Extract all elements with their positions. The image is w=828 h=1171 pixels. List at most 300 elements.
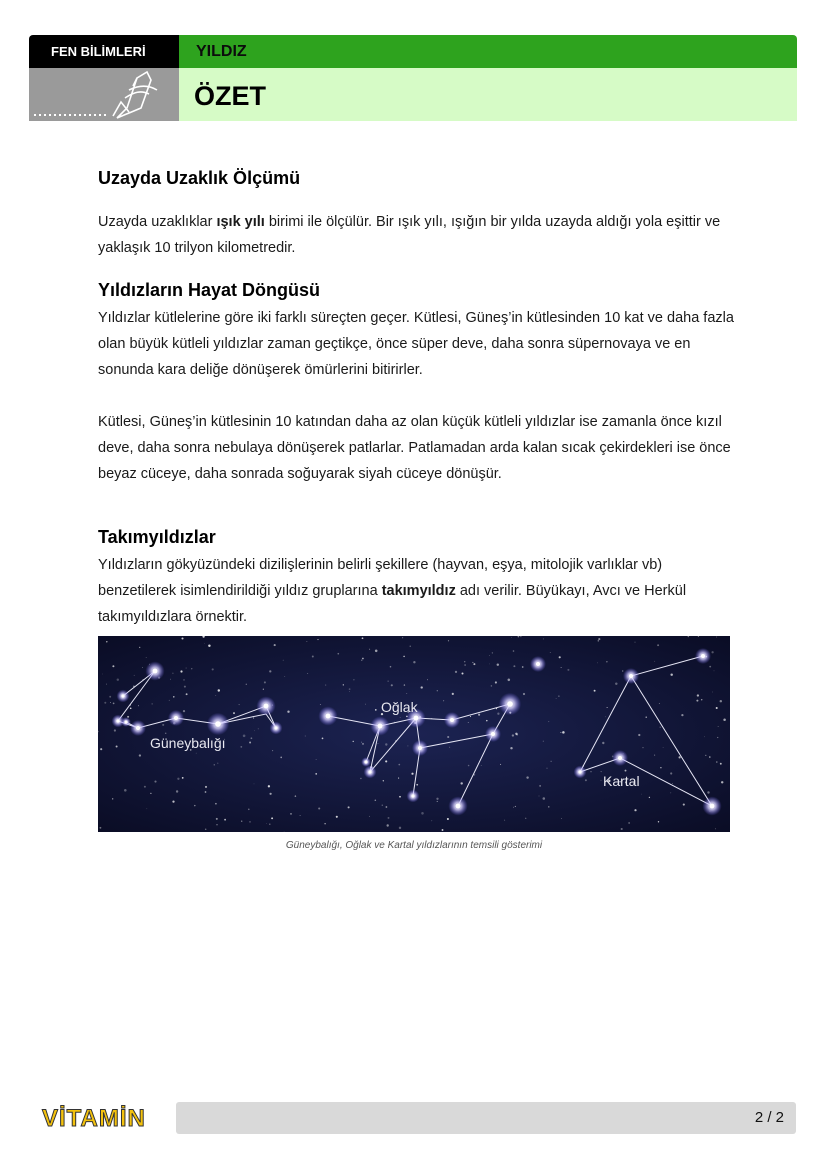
background-star [670,772,672,774]
sky-background [98,636,730,832]
background-star [315,773,317,775]
background-star [139,754,141,756]
background-star [165,733,166,734]
background-star [513,665,515,667]
background-star [515,806,516,807]
paragraph [98,209,738,261]
background-star [718,726,719,727]
background-star [504,820,505,821]
background-star [216,818,218,820]
background-star [638,734,640,736]
text: adı verilir. Büyükayı, Avcı ve Herkül takımyıldızlara örnektir. [98,583,687,625]
background-star [598,638,600,640]
background-star [312,656,314,658]
background-star [271,817,273,819]
background-star [205,791,207,793]
background-star [112,665,114,667]
background-star [348,806,350,808]
background-star [635,642,636,643]
background-star [464,664,466,666]
background-star [525,818,526,819]
background-star [183,679,185,681]
background-star [162,724,164,726]
vitamin-logo [40,1100,156,1134]
background-star [154,781,156,783]
background-star [447,736,449,738]
constellation-star-core [368,770,371,773]
background-star [307,641,308,642]
background-star [559,656,561,658]
paragraph: Kütlesi, Güneş’in kütlesinin 10 katından daha az olan küçük kütleli yıldızlar ise zamanla önce kızıl deve, daha sonra nebulaya dönüşerek patlarlar. Patlamadan arda kalan sıcak çekirdekleri ise önce beyaz cüceye, daha sonrada soğuyarak siyah cüceye dönüşür. [98,414,731,482]
section-distance [98,168,738,261]
background-star [561,667,562,668]
background-star [172,800,174,802]
background-star [421,686,423,688]
page-title: ÖZET [179,68,797,121]
background-star [550,652,551,653]
background-star [398,778,399,779]
background-star [369,649,370,650]
background-star [548,806,549,807]
background-star [709,666,711,668]
background-star [720,700,722,702]
background-star [295,795,297,797]
background-star [217,763,218,764]
background-star [375,709,377,711]
background-star [681,714,683,716]
background-star [410,646,411,647]
background-star [478,714,480,716]
background-star [473,663,475,665]
background-star [622,670,623,671]
background-star [404,684,405,685]
background-star [585,779,587,781]
background-star [513,807,514,808]
background-star [670,673,672,675]
background-star [191,668,192,669]
background-star [715,828,716,829]
background-star [316,759,317,760]
constellation-star-core [365,761,368,764]
background-star [325,685,326,686]
background-star [177,778,179,780]
background-star [437,690,438,691]
background-star [266,823,267,824]
background-star [526,776,528,778]
background-star [442,829,444,831]
background-star [362,658,364,660]
background-star [448,640,449,641]
background-star [701,699,702,700]
background-star [361,660,362,661]
bold-term: ışık yılı [216,214,265,230]
background-star [182,777,184,779]
background-star [516,734,518,736]
background-star [607,707,608,708]
background-star [390,666,392,668]
background-star [548,721,549,722]
background-star [186,693,188,695]
background-star [360,778,361,779]
background-star [343,684,344,685]
background-star [400,717,401,718]
background-star [714,670,715,671]
background-star [280,757,282,759]
background-star [523,693,525,695]
background-star [591,771,592,772]
background-star [539,796,540,797]
background-star [558,695,559,696]
background-star [114,729,116,731]
background-star [130,708,132,710]
constellation-star-core [629,674,633,678]
background-star [388,817,390,819]
background-star [218,689,220,691]
background-star [697,694,699,696]
background-star [142,667,143,668]
background-star [436,798,438,800]
background-star [194,805,195,806]
constellation-star-core [264,704,269,709]
background-star [447,818,449,820]
background-star [248,809,250,811]
background-star [253,717,254,718]
background-star [406,693,407,694]
background-star [113,703,115,705]
background-star [657,644,659,646]
background-star [391,684,393,686]
constellation-star-core [174,716,178,720]
background-star [449,747,450,748]
background-star [658,821,659,822]
background-star [138,705,139,706]
background-star [290,813,292,815]
background-star [172,673,173,674]
constellation-star-core [116,719,119,722]
background-star [705,755,706,756]
label-oglak: Oğlak [381,699,418,715]
background-star [216,824,217,825]
constellation-star-core [450,718,454,722]
background-star [251,737,253,739]
background-star [539,785,541,787]
background-star [196,753,197,754]
background-star [124,789,127,792]
background-star [461,672,463,674]
background-star [264,681,266,683]
background-star [324,823,325,824]
background-star [646,717,647,718]
background-star [721,781,723,783]
background-star [239,704,240,705]
background-star [369,816,370,817]
background-star [272,750,273,751]
background-star [489,655,490,656]
background-star [679,756,681,758]
background-star [243,735,246,738]
background-star [387,824,389,826]
background-star [659,703,660,704]
background-star [249,742,251,744]
background-star [625,770,627,772]
background-star [464,661,465,662]
background-star [215,803,217,805]
section-lifecycle [98,280,738,487]
background-star [561,818,562,819]
background-star [263,689,264,690]
background-star [186,668,187,669]
bold-term: takımyıldız [381,583,456,599]
constellation-star-core [710,804,715,809]
background-star [320,704,321,705]
background-star [712,692,713,693]
background-star [169,700,170,701]
background-star [208,645,210,647]
background-star [634,809,636,811]
background-star [660,767,661,768]
background-star [284,676,285,677]
background-star [470,716,471,717]
background-star [110,702,111,703]
section-constellations [98,527,738,630]
background-star [109,696,111,698]
background-star [491,685,493,687]
background-star [716,761,718,763]
background-star [567,669,569,671]
constellation-star-core [414,716,419,721]
background-star [176,790,178,792]
background-star [543,638,544,639]
background-star [212,668,214,670]
background-star [362,637,364,639]
background-star [305,736,306,737]
constellation-star-core [536,662,540,666]
background-star [421,812,424,815]
background-star [246,684,247,685]
figure-caption: Güneybalığı, Oğlak ve Kartal yıldızlarının temsili gösterimi [285,840,543,851]
background-star [375,800,377,802]
background-star [500,764,501,765]
background-star [497,713,499,715]
background-star [512,734,514,736]
background-star [106,684,107,685]
background-star [654,661,655,662]
background-star [102,674,103,675]
background-star [497,663,499,665]
background-star [268,785,270,787]
background-star [606,661,607,662]
background-star [601,771,602,772]
background-star [704,736,705,737]
background-star [696,700,698,702]
background-star [455,671,457,673]
constellation-star-core [378,724,383,729]
constellation-star-core [153,669,158,674]
background-star [249,821,250,822]
page-number-bar [176,1102,796,1134]
constellation-star-core [274,726,277,729]
page-header [29,35,797,121]
text: Uzayda uzaklıklar [98,214,217,230]
background-star [543,797,546,800]
background-star [215,695,216,696]
writing-hand-icon [29,68,179,121]
background-star [181,637,183,639]
background-star [601,780,602,781]
background-star [720,763,722,765]
background-star [205,828,207,830]
background-star [452,693,454,695]
background-star [240,746,242,748]
paragraph [98,552,738,630]
background-star [274,644,276,646]
background-star [511,637,512,638]
background-star [361,742,362,743]
background-star [378,743,379,744]
constellation-star-core [507,701,513,707]
background-star [547,768,548,769]
background-star [628,822,629,823]
background-star [386,806,388,808]
background-star [551,761,552,762]
background-star [562,731,565,734]
background-star [492,652,493,653]
background-star [513,650,515,652]
background-star [353,741,354,742]
background-star [716,637,717,638]
background-star [560,732,561,733]
background-star [709,756,711,758]
background-star [204,643,205,644]
background-star [399,796,401,798]
constellation-star-core [618,756,622,760]
background-star [670,793,671,794]
paragraph: Yıldızlar kütlelerine göre iki farklı süreçten geçer. Kütlesi, Güneş’in kütlesinden 10 kat ve daha fazla olan büyük kütleli yıldızlar zaman geçtikçe, önce süper deve, daha sonra süpernovaya ve en sonunda kara deliğe dönüşerek ömürlerini bitirirler. [98,310,734,378]
background-star [99,827,101,829]
background-star [134,675,135,676]
text: Yıldızların gökyüzündeki dizilişlerinin belirli şekillere (hayvan, eşya, mitolojik varlıklar vb) benzetilerek isimlendirildiği yıldız gruplarına [98,557,663,599]
background-star [641,794,642,795]
background-star [649,797,650,798]
background-star [173,696,174,697]
background-star [336,816,338,818]
constellation-star-core [136,726,140,730]
background-star [411,773,413,775]
background-star [337,653,339,655]
background-star [307,673,308,674]
background-star [170,679,171,680]
background-star [116,745,118,747]
background-star [431,820,432,821]
background-star [269,793,271,795]
background-star [468,765,470,767]
background-star [399,827,401,829]
background-star [104,702,106,704]
background-star [716,707,718,709]
background-star [598,640,600,642]
background-star [144,786,146,788]
background-star [353,679,354,680]
background-star [322,738,324,740]
background-star [283,660,284,661]
background-star [672,783,673,784]
background-star [205,786,207,788]
background-star [117,678,119,680]
background-star [300,815,301,816]
background-star [520,636,521,637]
background-star [100,748,102,750]
constellation-star-core [125,721,128,724]
background-star [284,831,285,832]
background-star [621,828,623,830]
background-star [642,747,643,748]
background-star [508,679,511,682]
background-star [683,804,685,806]
background-star [707,791,709,793]
background-star [112,798,113,799]
background-star [416,784,418,786]
subject-label: FEN BİLİMLERİ [29,35,179,68]
background-star [241,821,242,822]
background-star [427,679,428,680]
background-star [654,755,655,756]
background-star [407,745,408,746]
background-star [318,807,320,809]
background-star [403,656,405,658]
background-star [224,819,226,821]
background-star [443,700,444,701]
background-star [402,637,403,638]
background-star [383,780,384,781]
constellation-star-core [215,721,221,727]
background-star [413,661,415,663]
background-star [254,784,255,785]
background-star [139,647,140,648]
background-star [556,698,557,699]
section-title: Yıldızların Hayat Döngüsü [98,280,321,300]
page-number: 2 / 2 [754,1109,784,1126]
background-star [472,662,473,663]
constellation-star-core [701,654,705,658]
background-star [214,764,215,765]
background-star [711,651,713,653]
constellation-star-core [418,746,422,750]
background-star [269,824,270,825]
background-star [597,662,598,663]
label-kartal: Kartal [603,773,640,789]
constellation-star-core [326,714,331,719]
background-star [605,716,606,717]
background-star [489,664,490,665]
background-star [317,639,318,640]
constellation-image [98,636,730,832]
background-star [468,722,469,723]
constellation-star-core [578,770,581,773]
constellation-star-core [456,804,461,809]
background-star [287,710,289,712]
background-star [146,808,147,809]
background-star [233,712,235,714]
background-star [184,686,186,688]
background-star [180,670,182,672]
section-title: Takımyıldızlar [98,527,216,547]
background-star [717,737,718,738]
background-star [382,805,383,806]
background-star [365,704,366,705]
background-star [388,681,389,682]
background-star [398,764,400,766]
background-star [349,688,351,690]
